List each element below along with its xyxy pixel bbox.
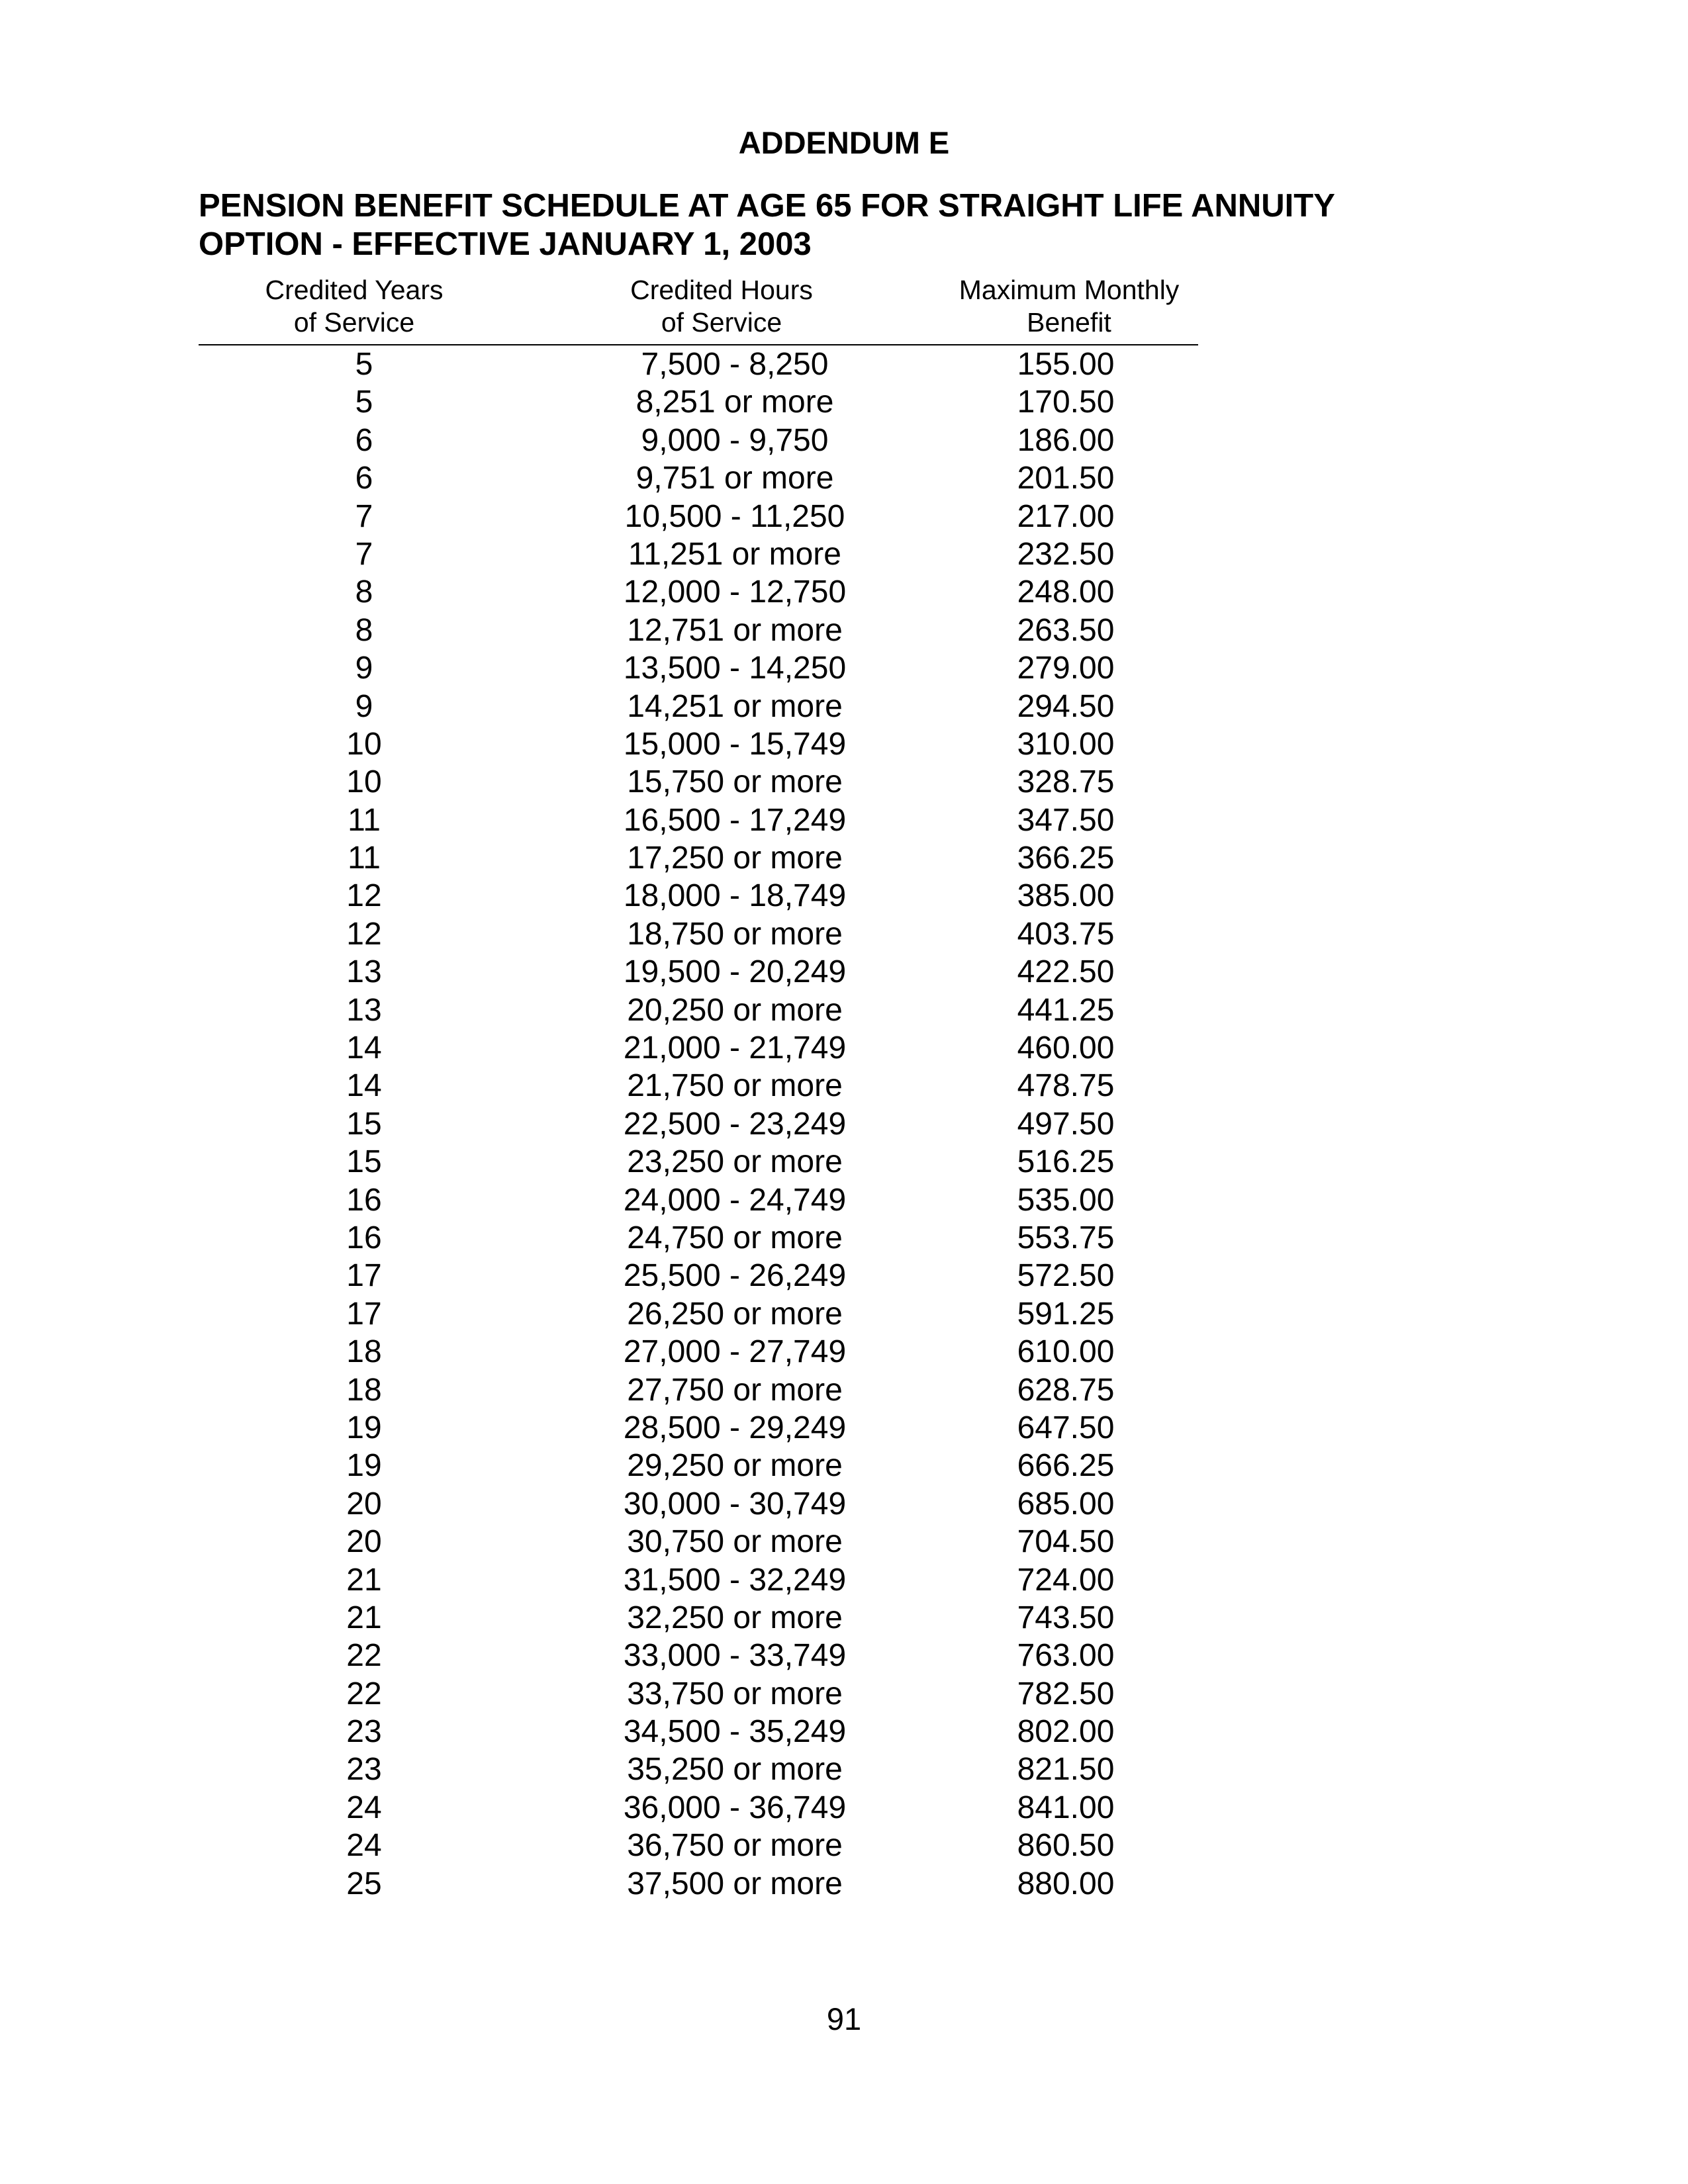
maximum-monthly-benefit-cell: 860.50 (1017, 1828, 1115, 1864)
column-header-credited-years-line-1: Credited Years (265, 275, 444, 305)
maximum-monthly-benefit-cell: 553.75 (1017, 1220, 1115, 1255)
credited-years-cell: 18 (346, 1372, 382, 1408)
maximum-monthly-benefit-cell: 170.50 (1017, 385, 1115, 420)
schedule-title (199, 187, 1456, 263)
credited-hours-cell: 7,500 - 8,250 (641, 347, 829, 382)
credited-hours-cell: 34,500 - 35,249 (623, 1714, 847, 1750)
credited-years-cell: 12 (346, 916, 382, 952)
credited-hours-cell: 21,750 or more (627, 1068, 843, 1104)
table-row (0, 535, 1688, 573)
credited-years-cell: 21 (346, 1600, 382, 1635)
table-row (0, 1637, 1688, 1674)
credited-years-cell: 13 (346, 954, 382, 990)
column-header-credited-years (199, 274, 510, 339)
credited-years-cell: 6 (355, 461, 373, 496)
credited-years-cell: 19 (346, 1448, 382, 1484)
credited-hours-cell: 23,250 or more (627, 1144, 843, 1180)
table-row (0, 1333, 1688, 1371)
maximum-monthly-benefit-cell: 403.75 (1017, 916, 1115, 952)
credited-years-cell: 25 (346, 1866, 382, 1901)
table-row (0, 1561, 1688, 1599)
table-row (0, 991, 1688, 1029)
maximum-monthly-benefit-cell: 186.00 (1017, 422, 1115, 458)
maximum-monthly-benefit-cell: 704.50 (1017, 1524, 1115, 1560)
maximum-monthly-benefit-cell: 763.00 (1017, 1638, 1115, 1674)
credited-years-cell: 14 (346, 1030, 382, 1066)
credited-hours-cell: 21,000 - 21,749 (623, 1030, 847, 1066)
credited-years-cell: 15 (346, 1106, 382, 1142)
table-row (0, 801, 1688, 839)
table-row (0, 573, 1688, 611)
credited-hours-cell: 19,500 - 20,249 (623, 954, 847, 990)
table-row (0, 612, 1688, 649)
table-row (0, 1029, 1688, 1067)
table-row (0, 1599, 1688, 1637)
credited-hours-cell: 15,750 or more (627, 764, 843, 800)
credited-years-cell: 18 (346, 1334, 382, 1370)
credited-hours-cell: 15,000 - 15,749 (623, 726, 847, 762)
credited-years-cell: 5 (355, 347, 373, 382)
credited-hours-cell: 36,750 or more (627, 1828, 843, 1864)
maximum-monthly-benefit-cell: 535.00 (1017, 1182, 1115, 1218)
table-row (0, 1409, 1688, 1447)
maximum-monthly-benefit-cell: 328.75 (1017, 764, 1115, 800)
page-number: 91 (826, 2001, 862, 2036)
credited-years-cell: 7 (355, 498, 373, 534)
credited-years-cell: 6 (355, 422, 373, 458)
credited-years-cell: 17 (346, 1258, 382, 1294)
table-row (0, 688, 1688, 725)
table-row (0, 1713, 1688, 1751)
table-row (0, 1827, 1688, 1864)
maximum-monthly-benefit-cell: 647.50 (1017, 1410, 1115, 1445)
table-row (0, 422, 1688, 459)
maximum-monthly-benefit-cell: 347.50 (1017, 802, 1115, 838)
table-row (0, 498, 1688, 535)
credited-hours-cell: 24,750 or more (627, 1220, 843, 1255)
credited-years-cell: 19 (346, 1410, 382, 1445)
maximum-monthly-benefit-cell: 572.50 (1017, 1258, 1115, 1294)
credited-years-cell: 16 (346, 1182, 382, 1218)
credited-years-cell: 24 (346, 1790, 382, 1825)
maximum-monthly-benefit-cell: 201.50 (1017, 461, 1115, 496)
credited-hours-cell: 33,000 - 33,749 (623, 1638, 847, 1674)
credited-hours-cell: 31,500 - 32,249 (623, 1562, 847, 1598)
addendum-heading: ADDENDUM E (738, 125, 950, 160)
maximum-monthly-benefit-cell: 841.00 (1017, 1790, 1115, 1825)
credited-hours-cell: 35,250 or more (627, 1752, 843, 1788)
table-row (0, 1295, 1688, 1333)
credited-hours-cell: 37,500 or more (627, 1866, 843, 1901)
credited-hours-cell: 32,250 or more (627, 1600, 843, 1635)
credited-years-cell: 16 (346, 1220, 382, 1255)
table-row (0, 345, 1688, 383)
maximum-monthly-benefit-cell: 821.50 (1017, 1752, 1115, 1788)
column-header-credited-hours-line-1: Credited Hours (630, 275, 813, 305)
maximum-monthly-benefit-cell: 366.25 (1017, 841, 1115, 876)
credited-hours-cell: 27,750 or more (627, 1372, 843, 1408)
credited-years-cell: 14 (346, 1068, 382, 1104)
credited-hours-cell: 22,500 - 23,249 (623, 1106, 847, 1142)
maximum-monthly-benefit-cell: 279.00 (1017, 651, 1115, 686)
credited-hours-cell: 30,750 or more (627, 1524, 843, 1560)
table-row (0, 1789, 1688, 1827)
maximum-monthly-benefit-cell: 802.00 (1017, 1714, 1115, 1750)
maximum-monthly-benefit-cell: 666.25 (1017, 1448, 1115, 1484)
maximum-monthly-benefit-cell: 685.00 (1017, 1486, 1115, 1522)
maximum-monthly-benefit-cell: 422.50 (1017, 954, 1115, 990)
maximum-monthly-benefit-cell: 591.25 (1017, 1296, 1115, 1332)
maximum-monthly-benefit-cell: 478.75 (1017, 1068, 1115, 1104)
maximum-monthly-benefit-cell: 610.00 (1017, 1334, 1115, 1370)
table-row (0, 1371, 1688, 1409)
credited-hours-cell: 18,000 - 18,749 (623, 878, 847, 914)
table-row (0, 1447, 1688, 1484)
table-row (0, 1675, 1688, 1713)
credited-hours-cell: 9,751 or more (635, 461, 834, 496)
credited-years-cell: 9 (355, 688, 373, 724)
credited-hours-cell: 14,251 or more (627, 688, 843, 724)
credited-hours-cell: 18,750 or more (627, 916, 843, 952)
credited-years-cell: 20 (346, 1486, 382, 1522)
credited-hours-cell: 16,500 - 17,249 (623, 802, 847, 838)
table-row (0, 1865, 1688, 1903)
column-header-credited-years-line-2: of Service (293, 307, 415, 338)
table-row (0, 1751, 1688, 1788)
credited-years-cell: 22 (346, 1676, 382, 1711)
table-row (0, 1257, 1688, 1295)
credited-years-cell: 10 (346, 764, 382, 800)
maximum-monthly-benefit-cell: 155.00 (1017, 347, 1115, 382)
credited-hours-cell: 10,500 - 11,250 (624, 498, 845, 534)
credited-years-cell: 11 (348, 802, 381, 838)
credited-years-cell: 7 (355, 536, 373, 572)
table-row (0, 763, 1688, 801)
maximum-monthly-benefit-cell: 782.50 (1017, 1676, 1115, 1711)
table-row (0, 877, 1688, 915)
credited-hours-cell: 30,000 - 30,749 (623, 1486, 847, 1522)
maximum-monthly-benefit-cell: 516.25 (1017, 1144, 1115, 1180)
credited-hours-cell: 13,500 - 14,250 (623, 651, 847, 686)
credited-hours-cell: 20,250 or more (627, 992, 843, 1028)
table-row (0, 839, 1688, 877)
credited-hours-cell: 25,500 - 26,249 (623, 1258, 847, 1294)
maximum-monthly-benefit-cell: 232.50 (1017, 536, 1115, 572)
table-row (0, 1219, 1688, 1257)
credited-years-cell: 12 (346, 878, 382, 914)
table-row (0, 1067, 1688, 1105)
maximum-monthly-benefit-cell: 743.50 (1017, 1600, 1115, 1635)
column-header-credited-hours (549, 274, 894, 339)
maximum-monthly-benefit-cell: 385.00 (1017, 878, 1115, 914)
credited-hours-cell: 8,251 or more (635, 385, 834, 420)
maximum-monthly-benefit-cell: 724.00 (1017, 1562, 1115, 1598)
column-header-maximum-monthly-benefit-line-2: Benefit (1027, 307, 1111, 338)
credited-years-cell: 8 (355, 612, 373, 648)
credited-years-cell: 8 (355, 574, 373, 610)
maximum-monthly-benefit-cell: 248.00 (1017, 574, 1115, 610)
maximum-monthly-benefit-cell: 441.25 (1017, 992, 1115, 1028)
credited-years-cell: 20 (346, 1524, 382, 1560)
maximum-monthly-benefit-cell: 460.00 (1017, 1030, 1115, 1066)
schedule-title-line-1: PENSION BENEFIT SCHEDULE AT AGE 65 FOR STRAIGHT LIFE ANNUITY (199, 188, 1335, 224)
schedule-title-line-2: OPTION - EFFECTIVE JANUARY 1, 2003 (199, 226, 812, 262)
credited-years-cell: 10 (346, 726, 382, 762)
column-header-credited-hours-line-2: of Service (661, 307, 782, 338)
credited-years-cell: 21 (346, 1562, 382, 1598)
maximum-monthly-benefit-cell: 217.00 (1017, 498, 1115, 534)
credited-years-cell: 23 (346, 1752, 382, 1788)
maximum-monthly-benefit-cell: 294.50 (1017, 688, 1115, 724)
credited-hours-cell: 12,751 or more (627, 612, 843, 648)
credited-years-cell: 24 (346, 1828, 382, 1864)
table-row (0, 1485, 1688, 1523)
table-row (0, 1105, 1688, 1143)
credited-years-cell: 11 (348, 841, 381, 876)
table-row (0, 915, 1688, 953)
maximum-monthly-benefit-cell: 880.00 (1017, 1866, 1115, 1901)
credited-years-cell: 9 (355, 651, 373, 686)
maximum-monthly-benefit-cell: 263.50 (1017, 612, 1115, 648)
maximum-monthly-benefit-cell: 497.50 (1017, 1106, 1115, 1142)
table-row (0, 725, 1688, 763)
credited-hours-cell: 12,000 - 12,750 (623, 574, 847, 610)
credited-hours-cell: 33,750 or more (627, 1676, 843, 1711)
column-header-maximum-monthly-benefit-line-1: Maximum Monthly (959, 275, 1180, 305)
credited-hours-cell: 9,000 - 9,750 (641, 422, 829, 458)
credited-hours-cell: 24,000 - 24,749 (623, 1182, 847, 1218)
table-row (0, 953, 1688, 991)
credited-hours-cell: 27,000 - 27,749 (623, 1334, 847, 1370)
maximum-monthly-benefit-cell: 628.75 (1017, 1372, 1115, 1408)
credited-years-cell: 22 (346, 1638, 382, 1674)
credited-hours-cell: 36,000 - 36,749 (623, 1790, 847, 1825)
credited-hours-cell: 29,250 or more (627, 1448, 843, 1484)
credited-years-cell: 23 (346, 1714, 382, 1750)
table-row (0, 1181, 1688, 1219)
credited-years-cell: 13 (346, 992, 382, 1028)
table-row (0, 1523, 1688, 1561)
credited-hours-cell: 26,250 or more (627, 1296, 843, 1332)
table-row (0, 383, 1688, 421)
credited-hours-cell: 11,251 or more (628, 536, 841, 572)
credited-years-cell: 5 (355, 385, 373, 420)
credited-hours-cell: 28,500 - 29,249 (623, 1410, 847, 1445)
credited-years-cell: 17 (346, 1296, 382, 1332)
table-row (0, 1143, 1688, 1181)
credited-years-cell: 15 (346, 1144, 382, 1180)
column-header-maximum-monthly-benefit (874, 274, 1264, 339)
table-row (0, 649, 1688, 687)
maximum-monthly-benefit-cell: 310.00 (1017, 726, 1115, 762)
table-row (0, 459, 1688, 497)
credited-hours-cell: 17,250 or more (627, 841, 843, 876)
benefit-schedule-rows (0, 345, 1688, 1903)
